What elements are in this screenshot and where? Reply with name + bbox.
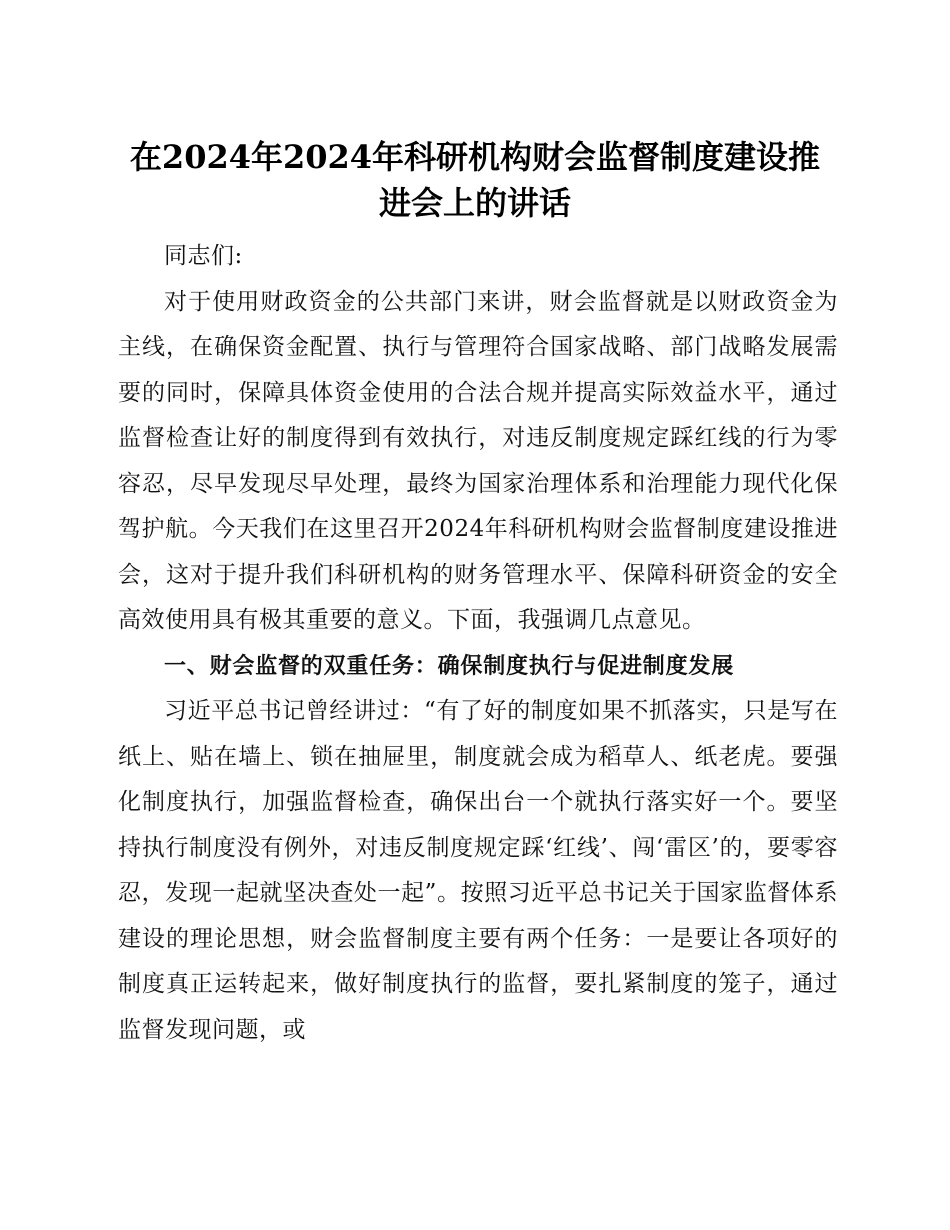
paragraph-intro: 对于使用财政资金的公共部门来讲，财会监督就是以财政资金为主线，在确保资金配置、执行与管理符合国家战略、部门战略发展需要的同时，保障具体资金使用的合法合规并提高实际效益水平，通过监督检查让好的制度得到有效执行，对违反制度规定踩红线的行为零容忍，尽早发现尽早处理，最终为国家治理体系和治理能力现代化保驾护航。今天我们在这里召开2024年科研机构财会监督制度建设推进会，这对于提升我们科研机构的财务管理水平、保障科研资金的安全高效使用具有极其重要的意义。下面，我强调几点意见。 <box>118 288 838 633</box>
paragraph-section-1: 习近平总书记曾经讲过：“有了好的制度如果不抓落实，只是写在纸上、贴在墙上、锁在抽屉里，制度就会成为稻草人、纸老虎。要强化制度执行，加强监督检查，确保出台一个就执行落实好一个。要坚持执行制度没有例外，对违反制度规定踩‘红线’、闯‘雷区’的，要零容忍，发现一起就坚决查处一起”。按照习近平总书记关于国家监督体系建设的理论思想，财会监督制度主要有两个任务：一是要让各项好的制度真正运转起来，做好制度执行的监督，要扎紧制度的笼子，通过监督发现问题，或 <box>118 698 838 1043</box>
document-title-line-2: 进会上的讲话 <box>378 184 571 222</box>
salutation: 同志们: <box>164 243 243 269</box>
document-title-line-1: 在2024年2024年科研机构财会监督制度建设推 <box>129 138 821 176</box>
document-body <box>118 234 838 1053</box>
section-heading-1: 一、财会监督的双重任务：确保制度执行与促进制度发展 <box>164 653 735 679</box>
